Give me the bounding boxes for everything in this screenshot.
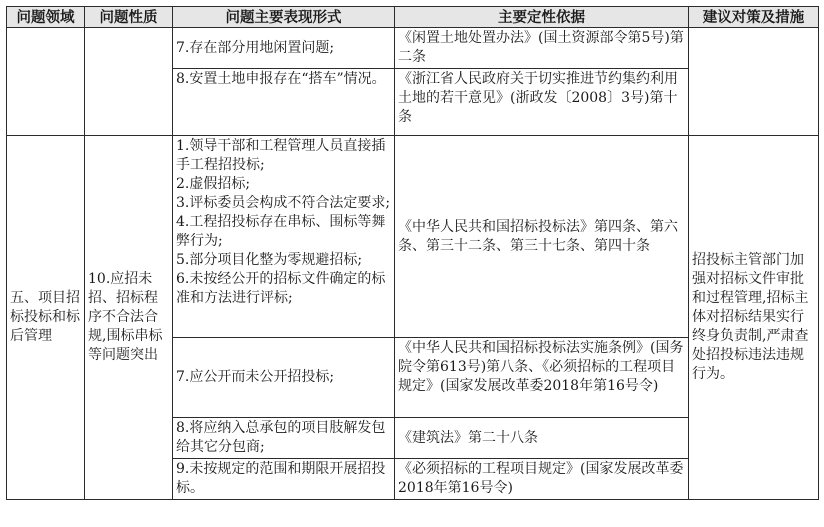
list-item: 4.工程招投标存在串标、围标等舞弊行为;: [176, 214, 386, 249]
issues-table: [6, 6, 819, 500]
header-measures: 建议对策及措施: [689, 7, 819, 28]
issue-nature-cell: 10.应招未招、招标程序不合法合规,围标串标等问题突出: [85, 136, 173, 500]
basis-cell: 《闲置土地处置办法》(国土资源部令第5号)第二条: [395, 28, 689, 69]
header-issue-area: 问题领域: [7, 7, 85, 28]
basis-cell: 《中华人民共和国招标投标法实施条例》(国务院令第613号)第八条、《必须招标的工程项目规定》(国家发展改革委2018年第16号令): [395, 338, 689, 418]
form-cell: 7.应公开而未公开招投标;: [173, 338, 395, 418]
basis-cell: 《中华人民共和国招标投标法》第四条、第六条、第三十二条、第三十七条、第四十条: [395, 136, 689, 338]
list-item: 2.虚假招标;: [176, 176, 251, 192]
header-row: [7, 7, 819, 28]
nature-cell-continued: [85, 28, 173, 136]
form-cell: 9.未按规定的范围和期限开展招投标。: [173, 459, 395, 500]
header-main-forms: 问题主要表现形式: [173, 7, 395, 28]
measures-cell-continued: [689, 28, 819, 136]
list-item: 6.未按经公开的招标文件确定的标准和方法进行评标;: [176, 271, 386, 306]
table-row: [7, 136, 819, 338]
form-cell: 8.将应纳入总承包的项目肢解发包给其它分包商;: [173, 418, 395, 459]
header-legal-basis: 主要定性依据: [395, 7, 689, 28]
list-item: 5.部分项目化整为零规避招标;: [176, 252, 363, 268]
form-list-cell: [173, 136, 395, 338]
form-cell: 8.安置土地申报存在“搭车”情况。: [173, 69, 395, 136]
list-item: 3.评标委员会构成不符合法定要求;: [176, 195, 391, 211]
issue-area-cell: 五、项目招标投标和标后管理: [7, 136, 85, 500]
measures-cell: 招投标主管部门加强对招标文件审批和过程管理,招标主体对招标结果实行终身负责制,严肃查处招投标违法违规行为。: [689, 136, 819, 500]
table-row: [7, 28, 819, 69]
area-cell-continued: [7, 28, 85, 136]
basis-cell: 《必须招标的工程项目规定》(国家发展改革委2018年第16号令): [395, 459, 689, 500]
basis-cell: 《浙江省人民政府关于切实推进节约集约利用土地的若干意见》(浙政发〔2008〕3号)第十条: [395, 69, 689, 136]
header-issue-nature: 问题性质: [85, 7, 173, 28]
form-cell: 7.存在部分用地闲置问题;: [173, 28, 395, 69]
list-item: 1.领导干部和工程管理人员直接插手工程招投标;: [176, 138, 386, 173]
basis-cell: 《建筑法》第二十八条: [395, 418, 689, 459]
